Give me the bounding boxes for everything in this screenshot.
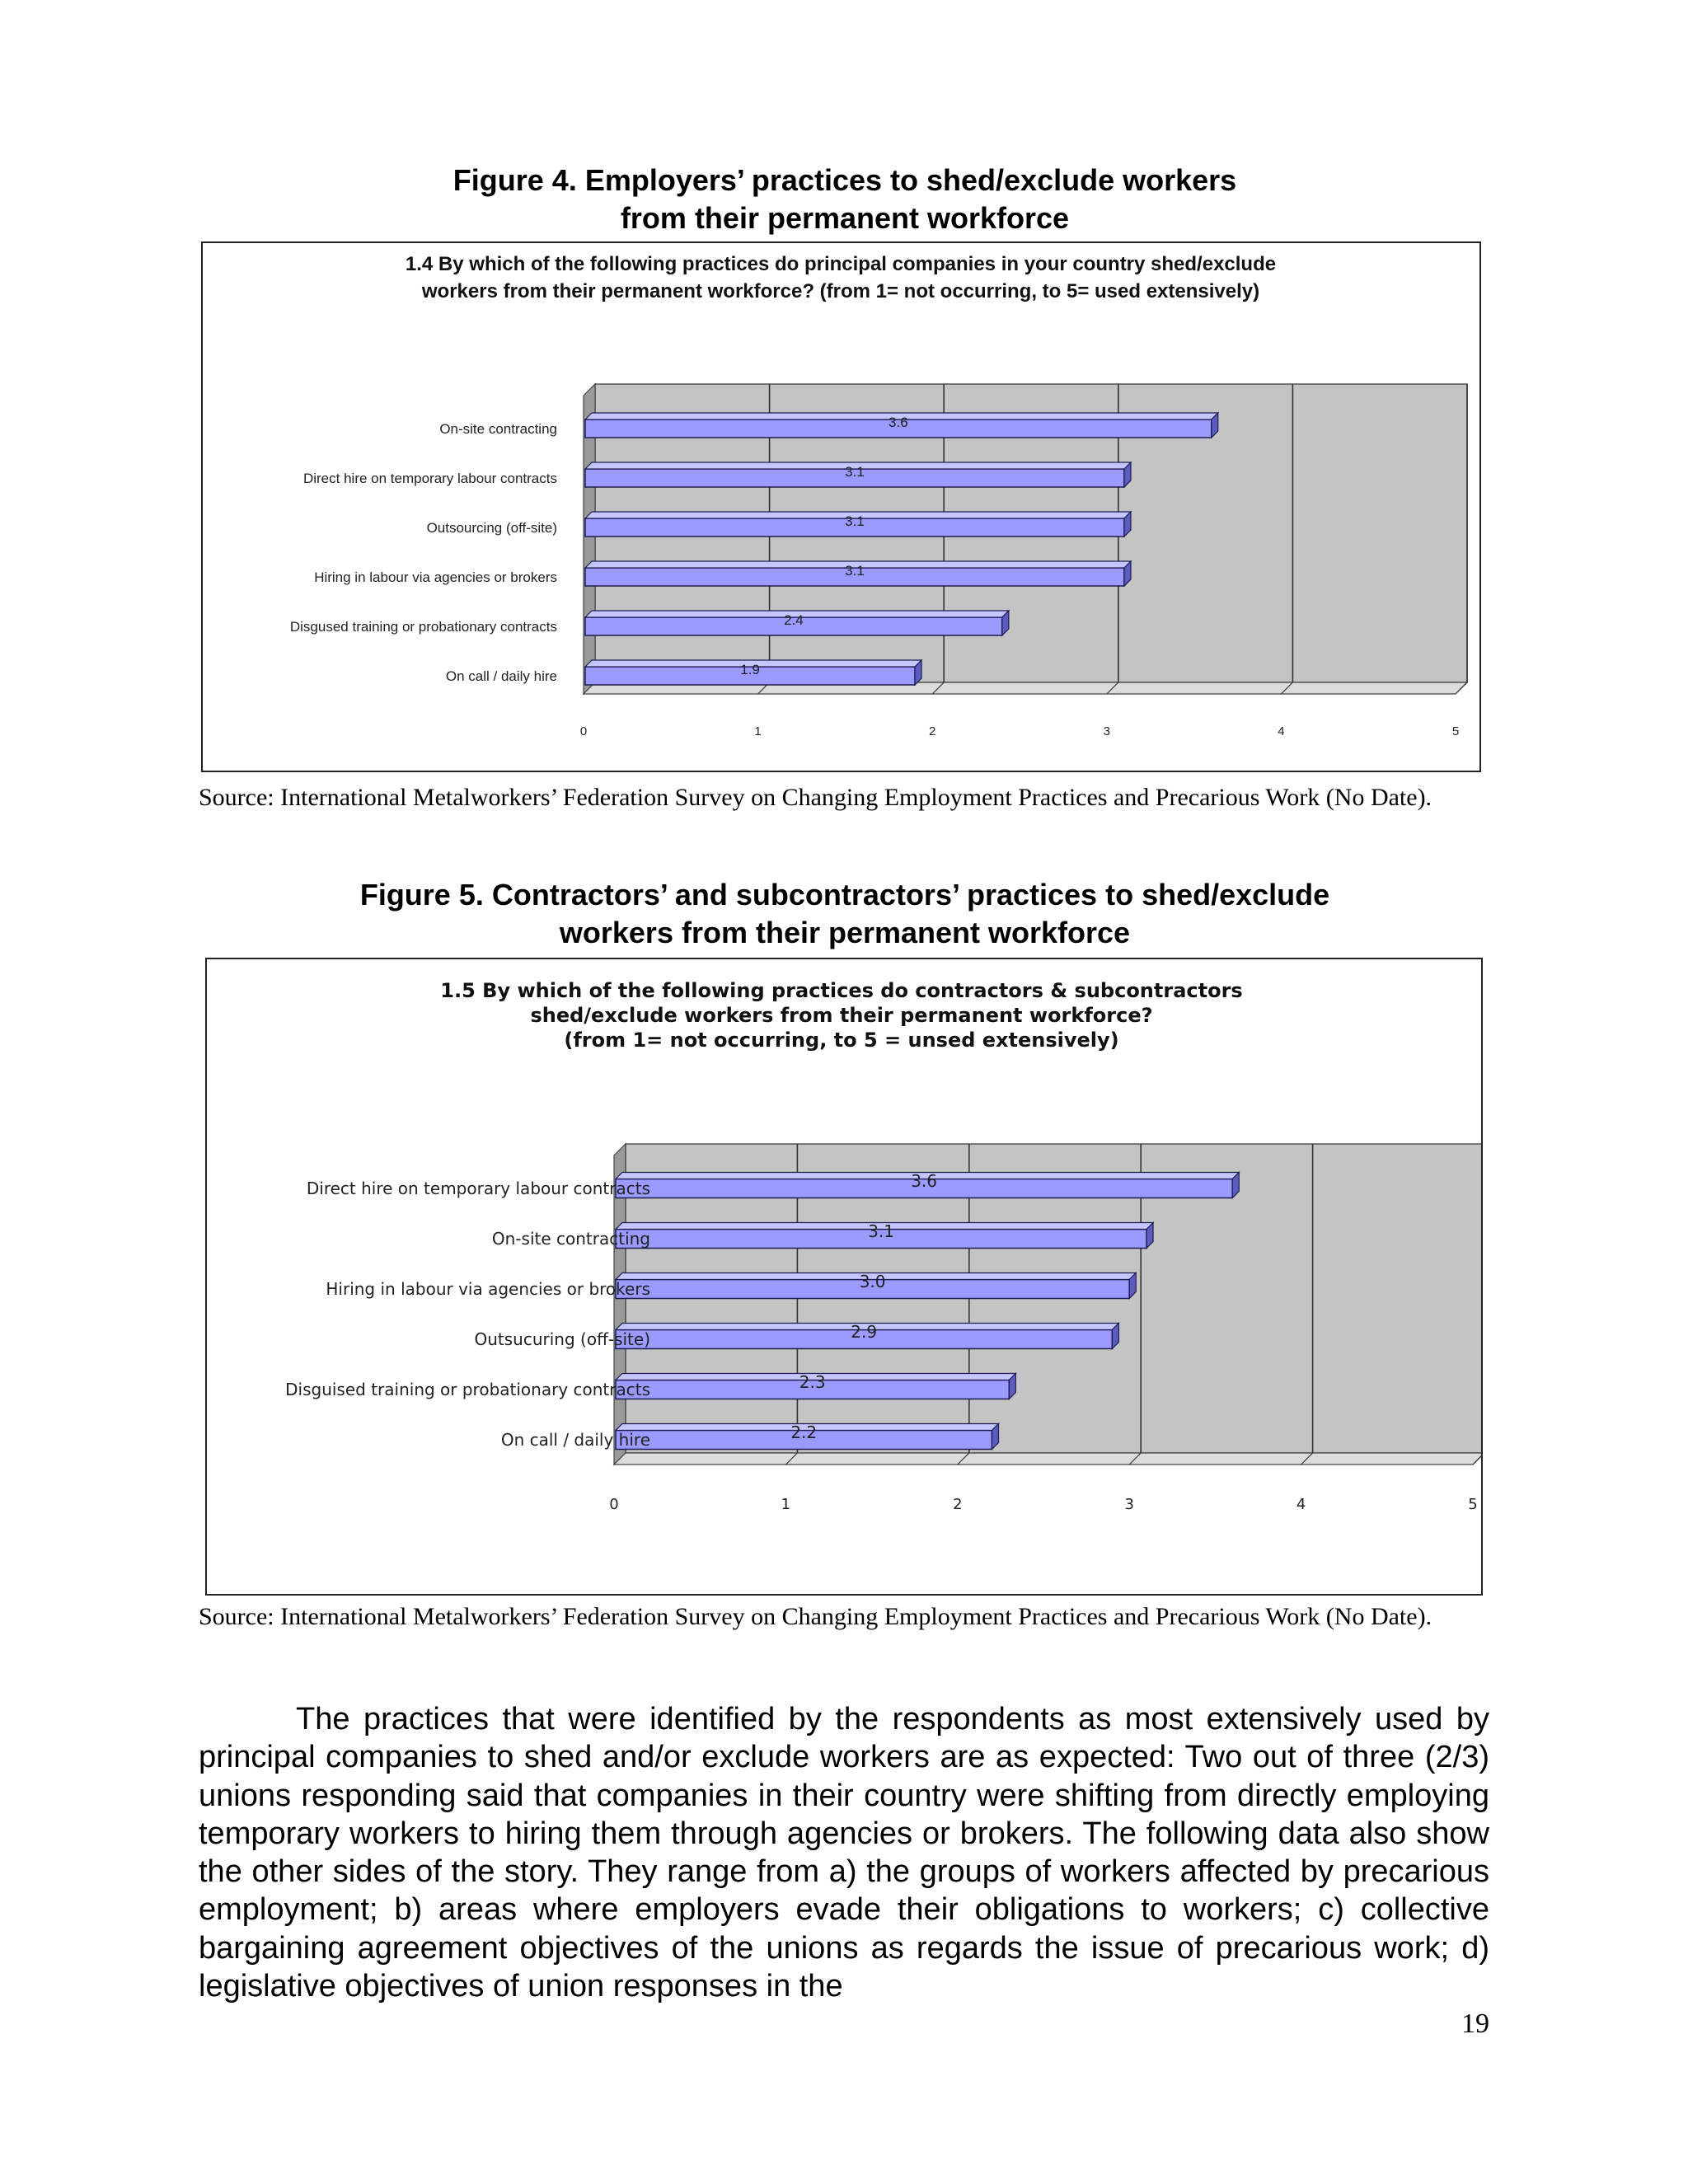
bar-value-label: 3.6 [889,415,908,430]
bar-value-label: 3.0 [859,1272,886,1291]
category-label: On call / daily hire [500,1430,650,1450]
bar-value-label: 3.1 [845,513,865,529]
figure-4-caption-line2: from their permanent workforce [620,201,1070,235]
category-label: Hiring in labour via agencies or brokers [314,569,557,585]
x-tick-label: 4 [1296,1496,1306,1513]
bar-value-label: 1.9 [740,662,760,677]
category-label: On call / daily hire [445,668,557,684]
x-tick-label: 2 [953,1496,963,1513]
x-tick-label: 1 [781,1496,791,1513]
page-number: 19 [1461,2008,1489,2039]
chart-title-line: 1.4 By which of the following practices do principal companies in your country shed/exclude [405,253,1277,275]
x-tick-label: 1 [754,724,762,738]
figure-4-chart-svg [203,243,1479,771]
bar-value-label: 2.2 [790,1422,818,1442]
category-label: Disgused training or probationary contracts [289,618,557,635]
bar-value-label: 2.3 [799,1372,826,1392]
figure-4-source: Source: International Metalworkers’ Federation Survey on Changing Employment Practices and Precarious Work (No Date). [199,784,1432,811]
bar-value-label: 2.9 [851,1322,878,1342]
x-tick-label: 5 [1468,1496,1478,1513]
x-tick-label: 5 [1451,724,1460,738]
category-label: Direct hire on temporary labour contracts [302,470,557,486]
bar-value-label: 3.1 [868,1221,894,1241]
x-tick-label: 0 [609,1496,619,1513]
x-tick-label: 2 [929,724,936,738]
bar-value-label: 3.6 [911,1171,938,1191]
x-tick-label: 3 [1103,724,1110,738]
chart-title-line: shed/exclude workers from their permanent workforce? [530,1004,1153,1027]
figure-5-chart [205,958,1483,1596]
bar-value-label: 2.4 [784,612,804,628]
chart-title-line: workers from their permanent workforce? (from 1= not occurring, to 5= used extensively) [421,280,1260,302]
figure-4-caption [198,162,1492,237]
figure-5-chart-svg [207,959,1481,1594]
figure-4-chart [201,241,1481,772]
category-label: On-site contracting [439,420,557,437]
category-label: Direct hire on temporary labour contracts [306,1179,650,1198]
figure-5-source: Source: International Metalworkers’ Federation Survey on Changing Employment Practices and Precarious Work (No Date). [199,1603,1432,1630]
category-label: Disguised training or probationary contracts [285,1380,650,1399]
figure-5-caption-line2: workers from their permanent workforce [559,916,1131,949]
x-tick-label: 4 [1278,724,1285,738]
category-label: Outsucuring (off-site) [474,1329,650,1349]
category-label: Hiring in labour via agencies or brokers [326,1279,650,1299]
x-tick-label: 0 [579,724,588,738]
chart-title-line: (from 1= not occurring, to 5 = unsed extensively) [564,1029,1119,1052]
figure-5-caption [198,876,1492,952]
category-label: On-site contracting [491,1229,650,1249]
x-tick-label: 3 [1124,1496,1134,1513]
bar-value-label: 3.1 [845,464,865,480]
body-paragraph: The practices that were identified by the respondents as most extensively used by principal companies to shed and/or exclude workers are as expected: Two out of three (2/3) unions responding said that companies in their country were shifting from directly employing temporary workers to hiring them through agencies or brokers. The following data also show the other sides of the story. They range from a) the groups of workers affected by precarious employment; b) areas where employers evade their obligations to workers; c) collective bargaining agreement objectives of the unions as regards the issue of precarious work; d) legislative objectives of union responses in the [199,1702,1489,2004]
figure-5-caption-line1: Figure 5. Contractors’ and subcontractors’ practices to shed/exclude [359,878,1330,912]
chart-title-line: 1.5 By which of the following practices do contractors & subcontractors [440,979,1243,1002]
bar-value-label: 3.1 [845,563,865,579]
category-label: Outsourcing (off-site) [426,519,557,536]
plot-floor [614,1453,1481,1465]
figure-4-caption-line1: Figure 4. Employers’ practices to shed/exclude workers [452,163,1237,197]
